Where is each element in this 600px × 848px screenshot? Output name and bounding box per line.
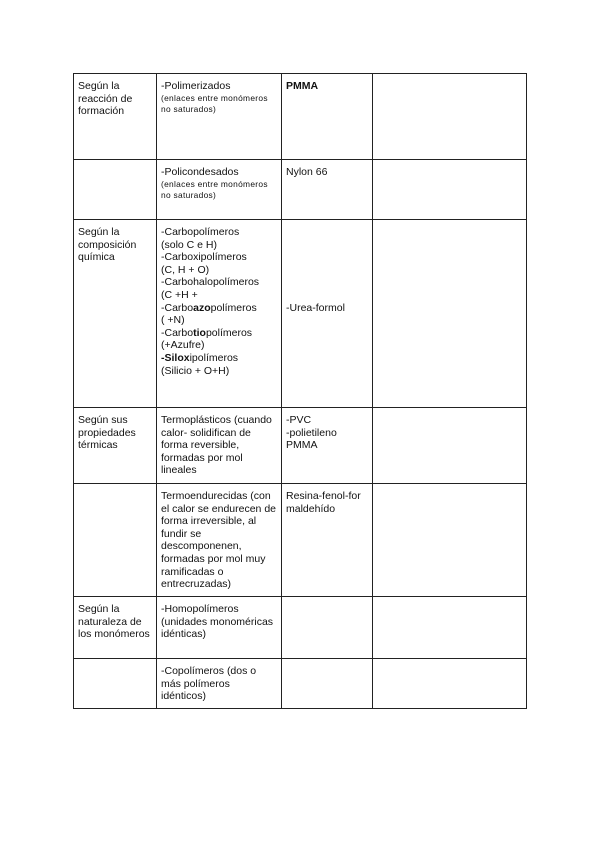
example-cell: Resina-fenol-formaldehído (282, 484, 373, 597)
type-line: -Carbohalopolímeros (161, 276, 260, 289)
criterion-cell (74, 484, 157, 597)
empty-cell (373, 659, 527, 709)
type-note: (enlaces entre monómeros no saturados) (161, 92, 268, 115)
empty-cell (373, 160, 527, 220)
type-line: -Carbotiopolímeros (161, 326, 253, 339)
type-line: (Silicio + O+H) (161, 364, 230, 377)
table-row (74, 220, 527, 408)
empty-cell (373, 220, 527, 408)
type-line: -Siloxipolímeros (161, 351, 239, 364)
criterion-cell: Según sus propiedades térmicas (74, 408, 157, 484)
example-cell (282, 597, 373, 659)
example-line: -polietileno (286, 426, 337, 439)
type-cell: -Homopolímeros (unidades monoméricas idénticas) (157, 597, 282, 659)
type-cell (157, 160, 282, 220)
criterion-cell: Según la composición química (74, 220, 157, 408)
example-line: PMMA (286, 439, 318, 452)
empty-cell (373, 74, 527, 160)
example-text: PMMA (286, 80, 319, 92)
empty-cell (373, 408, 527, 484)
example-cell (282, 408, 373, 484)
criterion-cell: Según la reacción de formación (74, 74, 157, 160)
example-text: -Urea-formol (286, 302, 345, 314)
type-line: -Carboazopolímeros (161, 301, 257, 314)
type-main: -Polimerizados (161, 80, 231, 92)
type-main: -Policondesados (161, 166, 239, 178)
example-cell (282, 220, 373, 408)
type-line: ( +N) (161, 314, 185, 327)
empty-cell (373, 484, 527, 597)
type-cell: Termoplásticos (cuando calor- solidifican de forma reversible, formadas por mol lineales (157, 408, 282, 484)
type-line: -Carboxipolímeros (161, 251, 247, 264)
type-line: (C, H + O) (161, 263, 210, 276)
criterion-cell: Según la naturaleza de los monómeros (74, 597, 157, 659)
table-row (74, 408, 527, 484)
table-row (74, 74, 527, 160)
table-row (74, 597, 527, 659)
type-cell: Termoendurecidas (con el calor se endurecen de forma irreversible, al fundir se descomponenen, formadas por mol muy ramificadas o entrecruzadas) (157, 484, 282, 597)
criterion-cell (74, 160, 157, 220)
type-cell (157, 74, 282, 160)
example-line: -PVC (286, 414, 312, 426)
table-row (74, 160, 527, 220)
table-row (74, 659, 527, 709)
criterion-cell (74, 659, 157, 709)
example-cell (282, 659, 373, 709)
empty-cell (373, 597, 527, 659)
type-cell: -Copolímeros (dos o más polímeros idénticos) (157, 659, 282, 709)
example-cell (282, 74, 373, 160)
type-line: -Carbopolímeros (161, 226, 240, 238)
table-row (74, 484, 527, 597)
type-line: (+Azufre) (161, 339, 205, 352)
type-line: (solo C e H) (161, 238, 218, 251)
example-cell: Nylon 66 (282, 160, 373, 220)
type-note: (enlaces entre monómeros no saturados) (161, 178, 268, 201)
type-cell (157, 220, 282, 408)
type-line: (C +H + (161, 288, 198, 301)
polymer-classification-table (73, 73, 527, 709)
